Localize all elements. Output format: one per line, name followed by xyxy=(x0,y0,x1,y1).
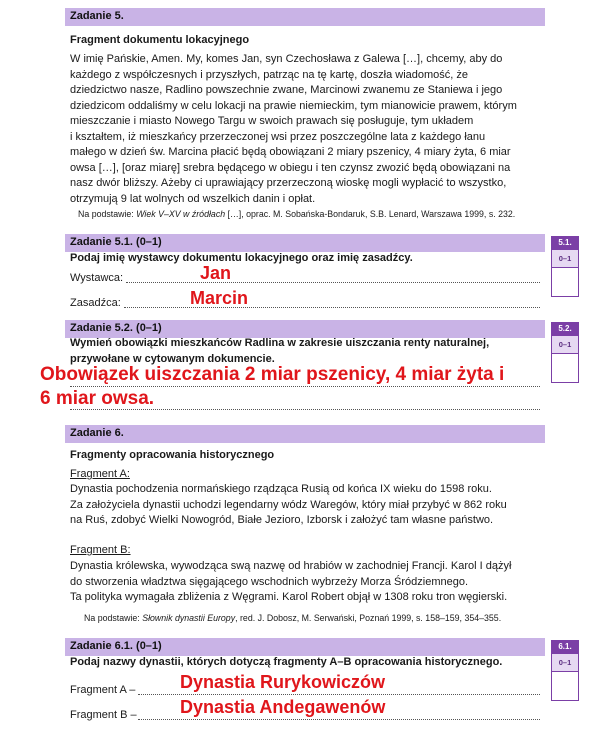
text-line: otrzymują 9 lat wolnych od wszelkich danin i opłat. xyxy=(70,192,316,205)
issuer-answer: Jan xyxy=(200,263,232,283)
fragment-a-answer-label: Fragment A – xyxy=(70,684,136,696)
source-details: […], oprac. M. Sobańska-Bondaruk, S.B. Lenard, Warszawa 1999, s. 232. xyxy=(225,209,516,219)
task51-question: Podaj imię wystawcy dokumentu lokacyjnego oraz imię zasadźcy. xyxy=(70,252,413,264)
text-line: każdego z współczesnych i przyszłych, patrząc na tę kartę, doszła wiadomość, że xyxy=(70,68,469,81)
issuer-answer-line[interactable] xyxy=(126,282,540,283)
source-details: , red. J. Dobosz, M. Serwański, Poznań 1999, s. 158–159, 354–355. xyxy=(235,613,502,623)
task52-question xyxy=(70,336,489,367)
task52-answer-line1: Obowiązek uiszczania 2 miar pszenicy, 4 miar żyta i xyxy=(40,364,505,385)
fragment-a-answer: Dynastia Rurykowiczów xyxy=(180,672,386,692)
fragment-a-answer-line[interactable] xyxy=(138,694,540,695)
text-line: Dynastia pochodzenia normańskiego rządząca Rusią od końca IX wieku do 1598 roku. xyxy=(70,483,492,495)
question-line: Wymień obowiązki mieszkańców Radlina w zakresie uiszczania renty naturalnej, xyxy=(70,337,490,349)
task5-document-text xyxy=(70,52,550,207)
task6-title: Fragmenty opracowania historycznego xyxy=(70,449,275,461)
text-line: Za założyciela dynastii uchodzi legendarny wódz Waregów, który miał przybyć w 862 roku xyxy=(70,498,507,511)
score-entry-box[interactable] xyxy=(551,267,579,297)
score-points: 0–1 xyxy=(551,250,579,267)
text-line: dziedzicom oddaliśmy w celu lokacji na prawie niemieckim, tym mianowicie prawem, którym xyxy=(70,99,517,112)
task61-header: Zadanie 6.1. (0–1) xyxy=(70,640,162,652)
text-line: W imię Pańskie, Amen. My, komes Jan, syn Czechosława z Galewa […], chcemy, aby do xyxy=(70,53,503,65)
fragment-b-text xyxy=(70,559,511,606)
task51-header: Zadanie 5.1. (0–1) xyxy=(70,236,162,248)
score-entry-box[interactable] xyxy=(551,671,579,701)
task5-title: Fragment dokumentu lokacyjnego xyxy=(70,34,250,46)
task61-question: Podaj nazwy dynastii, których dotyczą fragmenty A–B opracowania historycznego. xyxy=(70,656,503,668)
text-line: owsa […], [oraz miarę] srebra będącego w obiegu i ten czynsz zwozić będą obowiązani na xyxy=(70,161,511,174)
score-label: 6.1. xyxy=(551,640,579,654)
text-line: nasz dwór bliższy. Ażeby ci uprawiający przerzeczoną wioskę mogli wypłacić to wszystko, xyxy=(70,177,507,189)
text-line: małego w dzień św. Marcina płacić będą obowiązani 2 miary pszenicy, 4 miary żyta, 6 miar xyxy=(70,146,511,158)
score-box-5-2 xyxy=(551,322,579,383)
founder-label: Zasadźca: xyxy=(70,297,121,309)
task5-header: Zadanie 5. xyxy=(70,10,124,22)
task52-header: Zadanie 5.2. (0–1) xyxy=(70,322,162,334)
task6-source xyxy=(84,613,501,623)
founder-answer-line[interactable] xyxy=(124,307,540,308)
score-points: 0–1 xyxy=(551,654,579,671)
text-line: dziedzictwo nasze, Radlino powszechnie zwane, Marcinowi zwanemu ze Staniewa i jego xyxy=(70,84,503,96)
fragment-b-answer: Dynastia Andegawenów xyxy=(180,697,386,717)
fragment-b-answer-label: Fragment B – xyxy=(70,709,137,721)
score-label: 5.1. xyxy=(551,236,579,250)
score-points: 0–1 xyxy=(551,336,579,353)
founder-answer: Marcin xyxy=(190,288,249,308)
source-prefix: Na podstawie: xyxy=(78,209,137,219)
task52-answer-line-1[interactable] xyxy=(70,386,540,387)
task51-header-bar xyxy=(65,234,545,252)
task5-header-bar xyxy=(65,8,545,26)
fragment-b-answer-line[interactable] xyxy=(138,719,540,720)
score-box-5-1 xyxy=(551,236,579,297)
question-line: przywołane w cytowanym dokumencie. xyxy=(70,352,275,365)
text-line: Ta polityka wymagała zbliżenia z Węgrami. Karol Robert objął w 1308 roku tron węgierski. xyxy=(70,591,508,603)
task6-header-bar xyxy=(65,425,545,443)
source-title: Słownik dynastii Europy xyxy=(142,613,236,623)
task52-answer-line2: 6 miar owsa. xyxy=(40,388,155,409)
text-line: mieszczanie i miasto Nowego Targu w swoich prawach się posługuje, tym układem xyxy=(70,115,474,127)
task61-header-bar xyxy=(65,638,545,656)
text-line: Dynastia królewska, wywodząca swą nazwę od hrabiów w zachodniej Francji. Karol I dążył xyxy=(70,560,512,572)
score-label: 5.2. xyxy=(551,322,579,336)
text-line: na Ruś, zdobyć Wielki Nowogród, Białe Jezioro, Izborsk i założyć tam własne państwo. xyxy=(70,514,494,526)
score-entry-box[interactable] xyxy=(551,353,579,383)
issuer-label: Wystawca: xyxy=(70,272,124,284)
task5-source xyxy=(78,209,515,219)
fragment-a-label: Fragment A: xyxy=(70,468,130,480)
text-line: i kształtem, iż mieszkańcy przerzeczonej wsi przez poszczególne lata z każdego łanu xyxy=(70,130,486,143)
text-line: do stworzenia władztwa sięgającego wschodnich wybrzeży Morza Śródziemnego. xyxy=(70,575,469,588)
source-prefix: Na podstawie: xyxy=(84,613,143,623)
score-box-6-1 xyxy=(551,640,579,701)
task6-header: Zadanie 6. xyxy=(70,427,124,439)
source-title: Wiek V–XV w źródłach xyxy=(136,209,226,219)
fragment-b-label: Fragment B: xyxy=(70,544,131,556)
fragment-a-text xyxy=(70,482,507,529)
